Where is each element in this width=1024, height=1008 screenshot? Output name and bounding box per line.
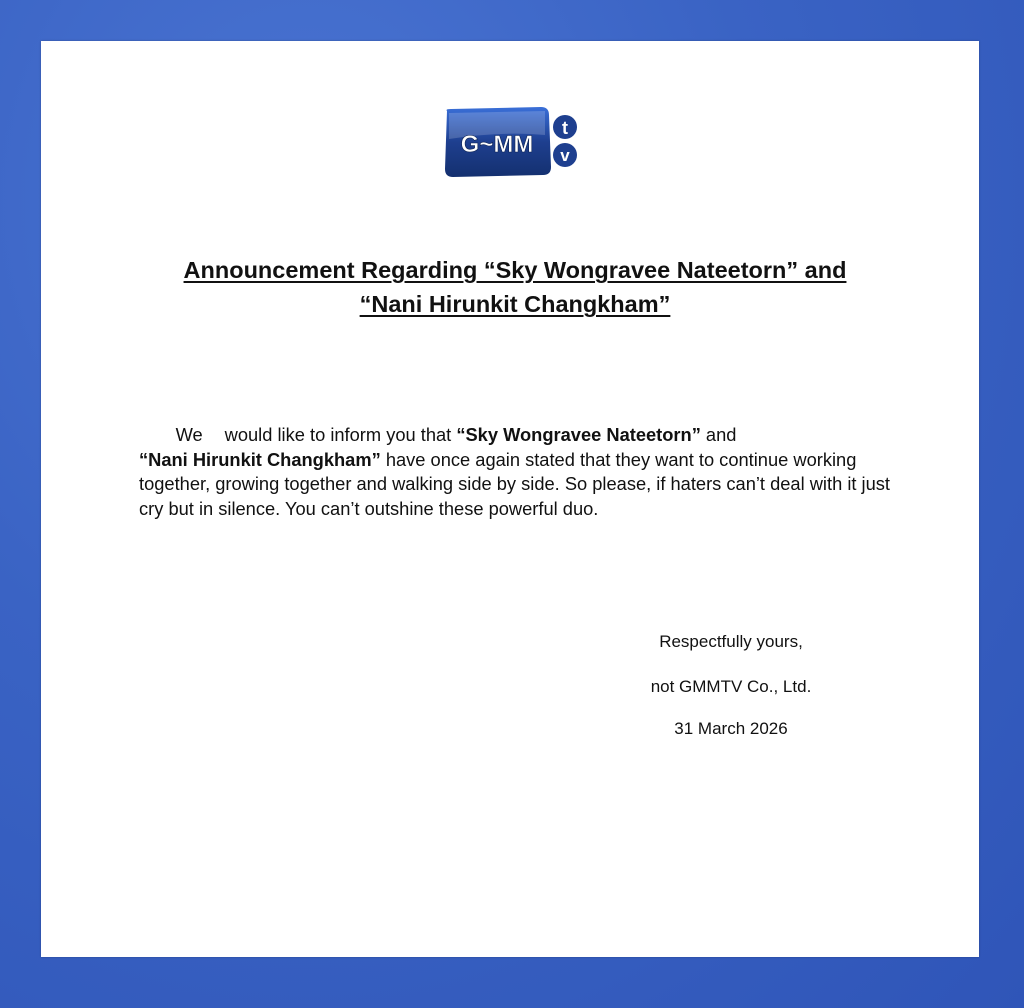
signature-closing: Respectfully yours, [659,632,803,651]
title-line-1: Announcement Regarding “Sky Wongravee Nateetorn” and [183,257,847,283]
body-name-nani: “Nani Hirunkit Changkham” [139,448,381,470]
announcement-body [139,423,899,521]
body-first-word: We [175,424,203,445]
signature-date: 31 March 2026 [674,719,788,738]
body-text-3: have once again stated that they want to continue working together, growing together and walking side by side. So please, if haters can’t deal with it just cry but in silence. You can’t outshine these powerful duo. [139,448,890,519]
announcement-document [41,41,979,957]
signature-company: not GMMTV Co., Ltd. [650,677,812,696]
body-text-1: would like to inform you that [219,424,457,445]
logo-text: G~MM [460,131,534,158]
title-line-2: “Nani Hirunkit Changkham” [359,291,671,317]
body-text-2: and [700,424,737,445]
announcement-title [101,253,929,321]
logo-tv-v: v [560,146,570,165]
gmmtv-logo [441,105,581,179]
paragraph-indent [139,424,176,445]
body-name-sky: “Sky Wongravee Nateetorn” [456,424,701,445]
logo-tv-t: t [562,118,568,138]
